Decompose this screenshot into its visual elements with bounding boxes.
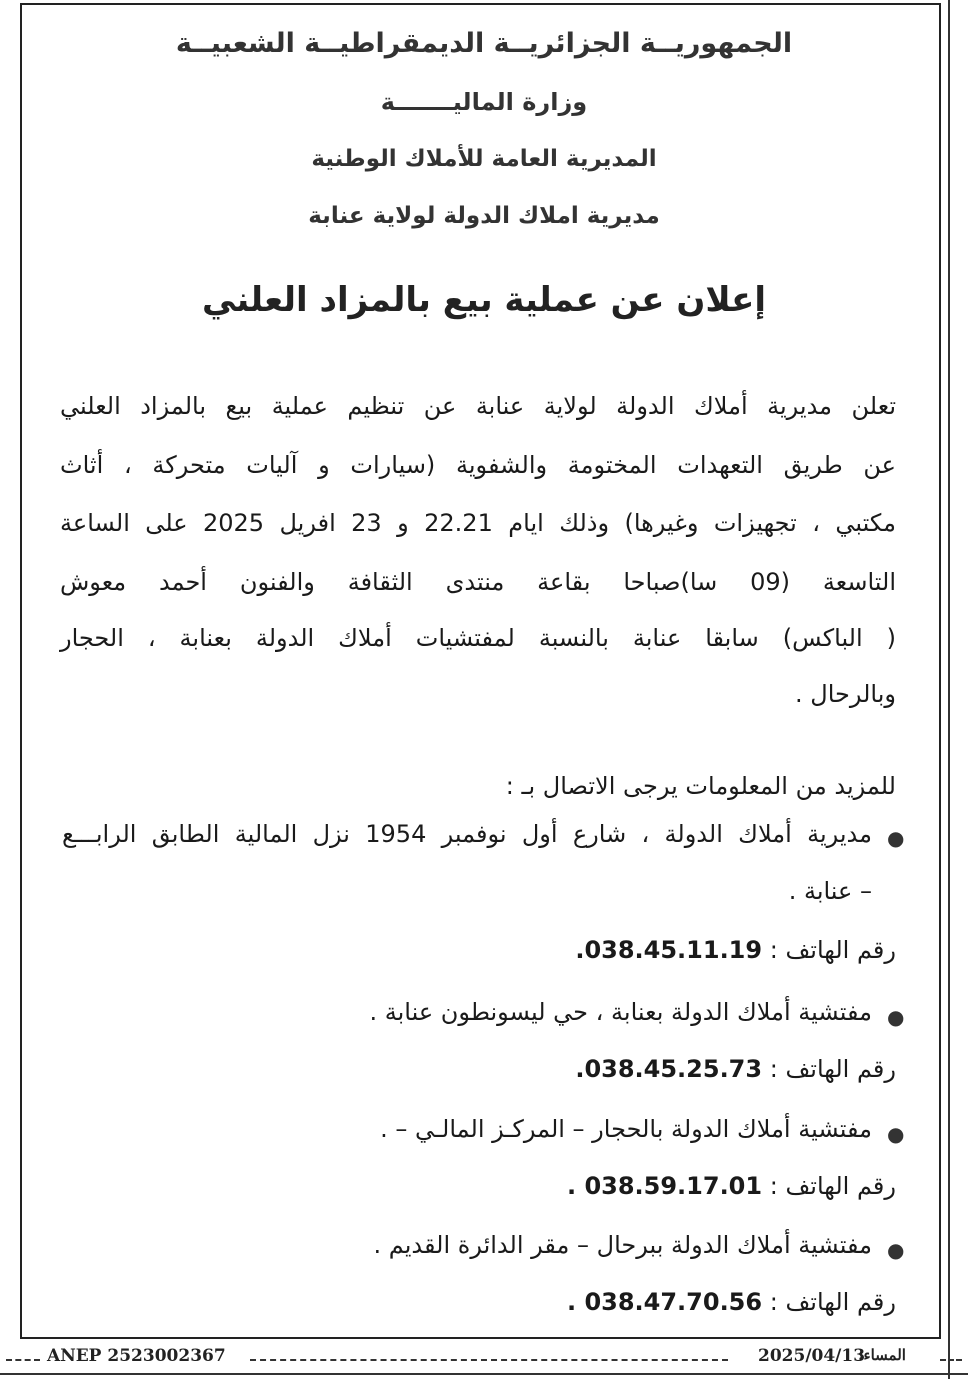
entry-4-phone: 038.47.70.56 . <box>566 1288 763 1316</box>
directorate-title: مديرية املاك الدولة لولاية عنابة <box>308 203 660 229</box>
entry-3-phone: 038.59.17.01 . <box>566 1172 763 1200</box>
bottom-rule <box>0 1373 968 1375</box>
body-line-5: ( الباكس) سابقا عنابة بالنسبة لمفتشيات أملاك الدولة بعنابة ، الحجار <box>60 624 896 652</box>
anep-reference: ANEP 2523002367 <box>47 1346 226 1366</box>
republic-title: الجمهوريــة الجزائريــة الديمقراطيــة الشعبيــة <box>175 28 793 59</box>
entry-4-address: مفتشية أملاك الدولة ببرحال – مقر الدائرة القديم . <box>373 1231 872 1259</box>
body-line-3: مكتبي ، تجهيزات وغيرها) وذلك ايام 22.21 و 23 افريل 2025 على الساعة <box>60 509 896 537</box>
publication-date: 2025/04/13 <box>758 1346 866 1366</box>
bullet-icon: ● <box>887 826 905 850</box>
phone-label: رقم الهاتف : <box>769 1055 896 1083</box>
newspaper-name: المساء: <box>858 1346 906 1364</box>
announcement-title: إعلان عن عملية بيع بالمزاد العلني <box>201 280 767 320</box>
entry-3-address: مفتشية أملاك الدولة بالحجار – المركـز المالـي – . <box>380 1115 872 1143</box>
footer-dash-right <box>940 1359 962 1361</box>
bullet-icon: ● <box>887 1238 905 1262</box>
entry-1-address-line2: – عنابة . <box>788 877 872 905</box>
bullet-icon: ● <box>887 1122 905 1146</box>
body-line-1: تعلن مديرية أملاك الدولة لولاية عنابة عن تنظيم عملية بيع بالمزاد العلني <box>60 392 896 420</box>
phone-label: رقم الهاتف : <box>769 1288 896 1316</box>
directorate-general-title: المديرية العامة للأملاك الوطنية <box>311 146 657 172</box>
entry-2-phone: 038.45.25.73. <box>575 1055 763 1083</box>
body-line-2: عن طريق التعهدات المختومة والشفوية (سيارات و آليات متحركة ، أثاث <box>60 451 896 479</box>
entry-2-phone-row <box>575 1055 896 1083</box>
entry-1-phone: 038.45.11.19. <box>575 936 763 964</box>
body-line-6: وبالرحال . <box>795 680 896 708</box>
phone-label: رقم الهاتف : <box>769 1172 896 1200</box>
contact-intro: للمزيد من المعلومات يرجى الاتصال بـ : <box>505 772 896 800</box>
body-line-4: التاسعة (09 سا)صباحا بقاعة منتدى الثقافة والفنون أحمد معوش <box>60 568 896 596</box>
entry-1-phone-row <box>575 936 896 964</box>
entry-4-phone-row <box>567 1288 896 1316</box>
ministry-title: وزارة الماليـــــــة <box>380 88 588 116</box>
phone-label: رقم الهاتف : <box>769 936 896 964</box>
footer-dash-middle <box>250 1359 728 1361</box>
bullet-icon: ● <box>887 1005 905 1029</box>
right-rule <box>948 0 950 1379</box>
entry-1-address: مديرية أملاك الدولة ، شارع أول نوفمبر 1954 نزل المالية الطابق الرابـــع <box>62 820 873 848</box>
entry-2-address: مفتشية أملاك الدولة بعنابة ، حي ليسونطون عنابة . <box>369 998 872 1026</box>
footer-dash-left <box>6 1359 40 1361</box>
entry-3-phone-row <box>567 1172 896 1200</box>
